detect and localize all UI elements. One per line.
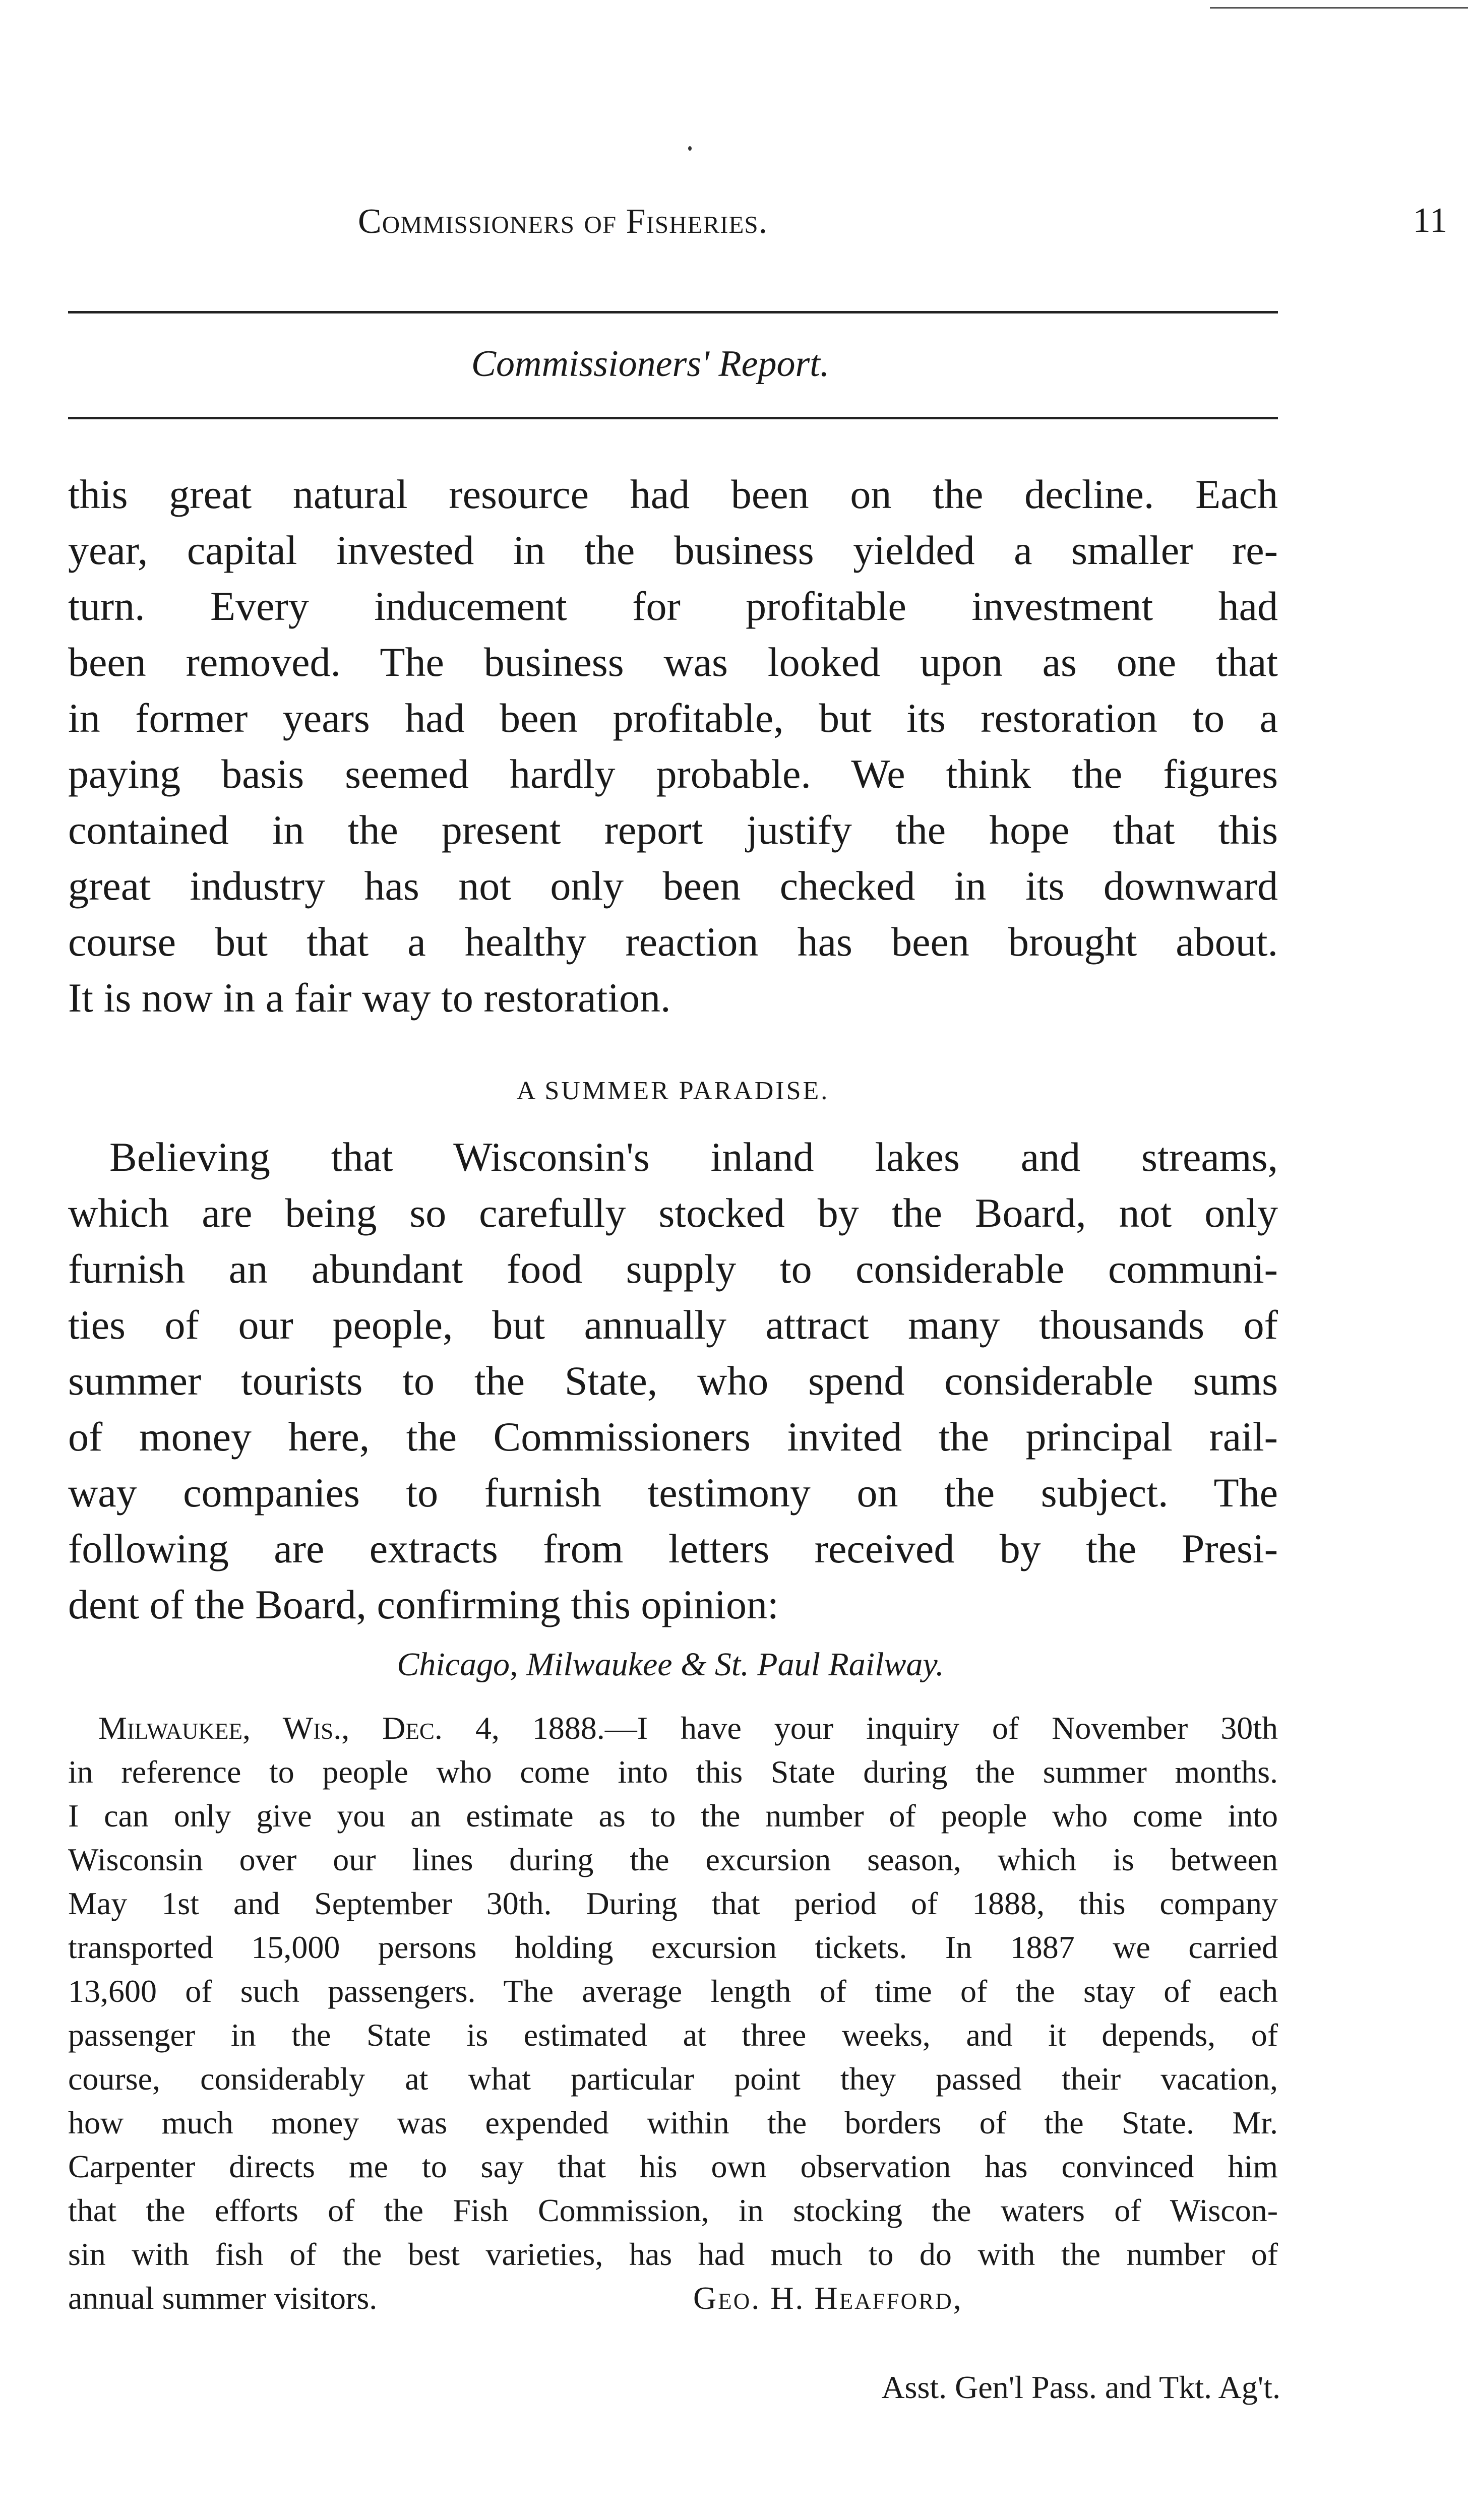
top-edge-mark	[1210, 7, 1468, 9]
text-line: way companies to furnish testimony on the subject. The	[68, 1470, 1278, 1516]
text-line: which are being so carefully stocked by the Board, not only	[68, 1190, 1278, 1236]
page-number: 11	[1413, 201, 1448, 240]
signer-name: Geo. H. Heafford,	[693, 2280, 963, 2316]
header-rule-bottom	[68, 417, 1278, 419]
letter-line: annual summer visitors. Geo. H. Heafford,	[68, 2276, 1278, 2320]
letter-line: that the efforts of the Fish Commission, in stocking the waters of Wiscon-	[68, 2192, 1278, 2228]
section-title: A SUMMER PARADISE.	[516, 1077, 830, 1105]
text-line: ties of our people, but annually attract many thousands of	[68, 1302, 1278, 1348]
text-line: year, capital invested in the business yielded a smaller re-	[68, 527, 1278, 573]
running-head-title: Commissioners of Fisheries.	[358, 202, 768, 241]
letter-line: 13,600 of such passengers. The average length of time of the stay of each	[68, 1973, 1278, 2009]
text-line: following are extracts from letters received by the Presi-	[68, 1526, 1278, 1571]
text-line: this great natural resource had been on the decline. Each	[68, 471, 1278, 517]
text-line: furnish an abundant food supply to considerable communi-	[68, 1246, 1278, 1292]
text-line: contained in the present report justify the hope that this	[68, 807, 1278, 853]
letter-line: transported 15,000 persons holding excursion tickets. In 1887 we carried	[68, 1929, 1278, 1965]
letter-line: Carpenter directs me to say that his own observation has convinced him	[68, 2149, 1278, 2184]
letter-line: May 1st and September 30th. During that period of 1888, this company	[68, 1885, 1278, 1921]
text-line: great industry has not only been checked in its downward	[68, 863, 1278, 909]
letter-line: I can only give you an estimate as to the number of people who come into	[68, 1798, 1278, 1834]
letter-line: course, considerably at what particular point they passed their vacation,	[68, 2061, 1278, 2097]
text-line: Believing that Wisconsin's inland lakes and streams,	[109, 1134, 1278, 1180]
letter-line: passenger in the State is estimated at three weeks, and it depends, of	[68, 2017, 1278, 2053]
header-rule-top	[68, 311, 1278, 313]
letter-heading: Chicago, Milwaukee & St. Paul Railway.	[397, 1646, 944, 1683]
ink-speck	[688, 146, 692, 151]
text-line: It is now in a fair way to restoration.	[68, 975, 671, 1021]
text-line: paying basis seemed hardly probable. We think the figures	[68, 751, 1278, 797]
text-line: summer tourists to the State, who spend considerable sums	[68, 1358, 1278, 1404]
signer-title: Asst. Gen'l Pass. and Tkt. Ag't.	[881, 2369, 1280, 2405]
text-line: been removed. The business was looked upon as one that	[68, 639, 1278, 685]
text-line: in former years had been profitable, but its restoration to a	[68, 695, 1278, 741]
text-line: of money here, the Commissioners invited the principal rail-	[68, 1414, 1278, 1460]
paragraph-continued	[68, 466, 1278, 1026]
report-subhead: Commissioners' Report.	[471, 343, 830, 385]
text-line: course but that a healthy reaction has been brought about.	[68, 919, 1278, 965]
letter-line: sin with fish of the best varieties, has had much to do with the number of	[68, 2236, 1278, 2272]
paragraph-summer-paradise	[68, 1129, 1278, 1632]
text-line: turn. Every inducement for profitable investment had	[68, 583, 1278, 629]
text-line: dent of the Board, confirming this opinion:	[68, 1582, 779, 1627]
letter-line: in reference to people who come into this State during the summer months.	[68, 1754, 1278, 1790]
letter-line: Wisconsin over our lines during the excursion season, which is between	[68, 1842, 1278, 1877]
dateline: Milwaukee, Wis., Dec. 4, 1888.	[98, 1710, 605, 1746]
letter-extract	[68, 1706, 1278, 2320]
letter-line: how much money was expended within the borders of the State. Mr.	[68, 2105, 1278, 2140]
letter-line: Milwaukee, Wis., Dec. 4, 1888.—I have your inquiry of November 30th	[98, 1710, 1278, 1746]
